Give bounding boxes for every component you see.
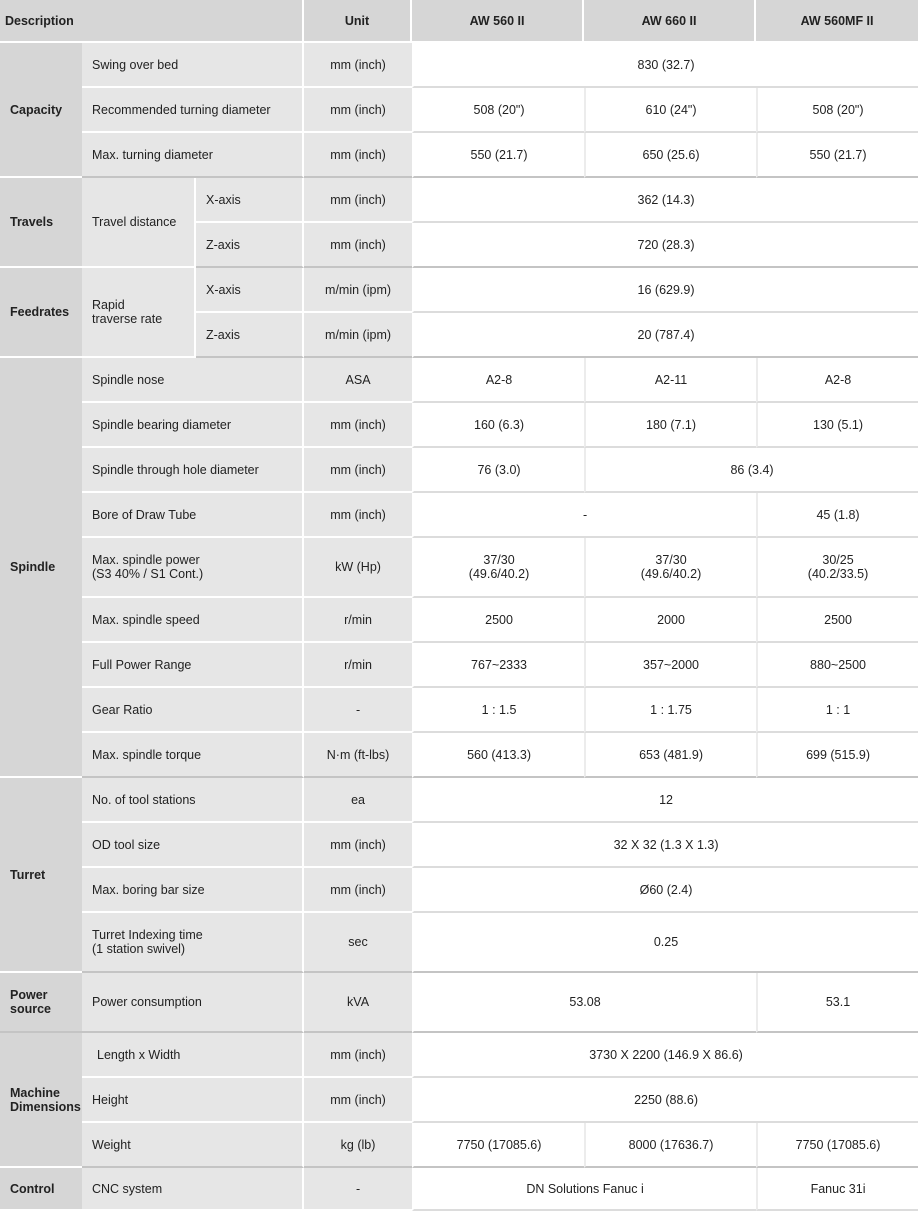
- row-unit: N·m (ft-lbs): [304, 733, 412, 778]
- table-row: [0, 268, 918, 313]
- row-value: 720 (28.3): [412, 223, 918, 268]
- row-value: 30/25 (40.2/33.5): [756, 538, 918, 598]
- row-unit: r/min: [304, 643, 412, 688]
- table-row: [0, 403, 918, 448]
- table-row: [0, 1078, 918, 1123]
- row-label: No. of tool stations: [82, 778, 304, 823]
- category-power-source: Power source: [0, 973, 82, 1033]
- table-row: [0, 493, 918, 538]
- axis-label: X-axis: [196, 268, 304, 313]
- row-value: 2250 (88.6): [412, 1078, 918, 1123]
- row-label: Max. boring bar size: [82, 868, 304, 913]
- row-unit: mm (inch): [304, 823, 412, 868]
- header-model-1: AW 560 II: [412, 0, 584, 43]
- row-label: Spindle nose: [82, 358, 304, 403]
- row-value: 16 (629.9): [412, 268, 918, 313]
- row-value: 37/30 (49.6/40.2): [412, 538, 584, 598]
- row-label: Swing over bed: [82, 43, 304, 88]
- table-row: [0, 973, 918, 1033]
- row-value: 76 (3.0): [412, 448, 584, 493]
- row-value: 0.25: [412, 913, 918, 973]
- table-row: [0, 43, 918, 88]
- row-unit: mm (inch): [304, 1033, 412, 1078]
- row-unit: -: [304, 1168, 412, 1211]
- row-value: A2-8: [756, 358, 918, 403]
- row-value: 12: [412, 778, 918, 823]
- row-value: 32 X 32 (1.3 X 1.3): [412, 823, 918, 868]
- row-unit: mm (inch): [304, 88, 412, 133]
- row-label: OD tool size: [82, 823, 304, 868]
- row-label: Recommended turning diameter: [82, 88, 304, 133]
- table-row: [0, 913, 918, 973]
- row-value: 1 : 1.5: [412, 688, 584, 733]
- row-value: 45 (1.8): [756, 493, 918, 538]
- row-label: Length x Width: [82, 1033, 304, 1078]
- row-label: Max. spindle torque: [82, 733, 304, 778]
- row-unit: ASA: [304, 358, 412, 403]
- row-unit: mm (inch): [304, 448, 412, 493]
- row-value: 1 : 1: [756, 688, 918, 733]
- row-value: 508 (20"): [412, 88, 584, 133]
- row-label: Max. spindle power (S3 40% / S1 Cont.): [82, 538, 304, 598]
- header-unit: Unit: [304, 0, 412, 43]
- table-row: [0, 643, 918, 688]
- row-value: 362 (14.3): [412, 178, 918, 223]
- table-row: [0, 1123, 918, 1168]
- row-label: Rapid traverse rate: [82, 268, 196, 358]
- category-travels: Travels: [0, 178, 82, 268]
- table-row: [0, 358, 918, 403]
- row-value: 2500: [412, 598, 584, 643]
- table-row: [0, 1033, 918, 1078]
- axis-label: X-axis: [196, 178, 304, 223]
- row-value: 650 (25.6): [584, 133, 756, 178]
- row-unit: ea: [304, 778, 412, 823]
- row-value: A2-8: [412, 358, 584, 403]
- row-label: Turret Indexing time (1 station swivel): [82, 913, 304, 973]
- row-value: 1 : 1.75: [584, 688, 756, 733]
- table-row: [0, 88, 918, 133]
- row-label: CNC system: [82, 1168, 304, 1211]
- row-value: 699 (515.9): [756, 733, 918, 778]
- row-unit: mm (inch): [304, 223, 412, 268]
- row-value: 357~2000: [584, 643, 756, 688]
- row-unit: mm (inch): [304, 133, 412, 178]
- row-value: 653 (481.9): [584, 733, 756, 778]
- row-label: Weight: [82, 1123, 304, 1168]
- category-feedrates: Feedrates: [0, 268, 82, 358]
- table-row: [0, 778, 918, 823]
- category-capacity: Capacity: [0, 43, 82, 178]
- category-turret: Turret: [0, 778, 82, 973]
- row-value: 610 (24"): [584, 88, 756, 133]
- row-value: 560 (413.3): [412, 733, 584, 778]
- row-unit: m/min (ipm): [304, 268, 412, 313]
- row-unit: r/min: [304, 598, 412, 643]
- axis-label: Z-axis: [196, 313, 304, 358]
- row-value: -: [412, 493, 756, 538]
- row-value: A2-11: [584, 358, 756, 403]
- row-unit: mm (inch): [304, 493, 412, 538]
- row-value: 53.1: [756, 973, 918, 1033]
- row-value: 830 (32.7): [412, 43, 918, 88]
- row-value: 550 (21.7): [412, 133, 584, 178]
- table-row: [0, 733, 918, 778]
- row-label: Full Power Range: [82, 643, 304, 688]
- table-row: [0, 133, 918, 178]
- row-value: 160 (6.3): [412, 403, 584, 448]
- row-value: 7750 (17085.6): [756, 1123, 918, 1168]
- row-value: Ø60 (2.4): [412, 868, 918, 913]
- header-description: Description: [0, 0, 304, 43]
- row-unit: mm (inch): [304, 403, 412, 448]
- row-label: Spindle through hole diameter: [82, 448, 304, 493]
- row-value: 767~2333: [412, 643, 584, 688]
- header-model-2: AW 660 II: [584, 0, 756, 43]
- row-label: Max. turning diameter: [82, 133, 304, 178]
- row-unit: mm (inch): [304, 178, 412, 223]
- table-row: [0, 448, 918, 493]
- category-machine-dimensions: Machine Dimensions: [0, 1033, 82, 1168]
- table-row: [0, 598, 918, 643]
- row-value: 86 (3.4): [584, 448, 918, 493]
- row-unit: kW (Hp): [304, 538, 412, 598]
- row-value: 2000: [584, 598, 756, 643]
- table-row: [0, 823, 918, 868]
- row-value: Fanuc 31i: [756, 1168, 918, 1211]
- table-row: [0, 688, 918, 733]
- row-value: 508 (20"): [756, 88, 918, 133]
- header-row: [0, 0, 918, 43]
- row-value: 550 (21.7): [756, 133, 918, 178]
- category-spindle: Spindle: [0, 358, 82, 778]
- row-value: 880~2500: [756, 643, 918, 688]
- row-unit: m/min (ipm): [304, 313, 412, 358]
- row-label: Height: [82, 1078, 304, 1123]
- row-unit: -: [304, 688, 412, 733]
- table-row: [0, 538, 918, 598]
- row-value: 130 (5.1): [756, 403, 918, 448]
- row-unit: kg (lb): [304, 1123, 412, 1168]
- row-value: 180 (7.1): [584, 403, 756, 448]
- row-value: 20 (787.4): [412, 313, 918, 358]
- row-value: 53.08: [412, 973, 756, 1033]
- row-unit: sec: [304, 913, 412, 973]
- row-value: 3730 X 2200 (146.9 X 86.6): [412, 1033, 918, 1078]
- header-model-3: AW 560MF II: [756, 0, 918, 43]
- row-unit: mm (inch): [304, 868, 412, 913]
- row-value: 37/30 (49.6/40.2): [584, 538, 756, 598]
- row-value: 8000 (17636.7): [584, 1123, 756, 1168]
- row-label: Spindle bearing diameter: [82, 403, 304, 448]
- row-unit: mm (inch): [304, 43, 412, 88]
- axis-label: Z-axis: [196, 223, 304, 268]
- row-value: 7750 (17085.6): [412, 1123, 584, 1168]
- table-row: [0, 1168, 918, 1211]
- row-label: Max. spindle speed: [82, 598, 304, 643]
- table-row: [0, 868, 918, 913]
- row-label: Travel distance: [82, 178, 196, 268]
- row-label: Power consumption: [82, 973, 304, 1033]
- row-value: DN Solutions Fanuc i: [412, 1168, 756, 1211]
- row-unit: kVA: [304, 973, 412, 1033]
- row-label: Bore of Draw Tube: [82, 493, 304, 538]
- category-control: Control: [0, 1168, 82, 1211]
- table-row: [0, 178, 918, 223]
- row-label: Gear Ratio: [82, 688, 304, 733]
- row-unit: mm (inch): [304, 1078, 412, 1123]
- row-value: 2500: [756, 598, 918, 643]
